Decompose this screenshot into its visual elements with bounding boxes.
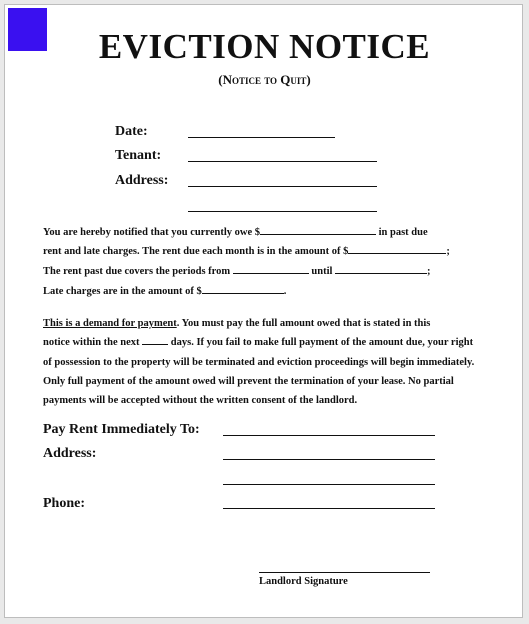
phone-blank-line[interactable] [223,508,435,509]
document-subtitle [5,72,524,88]
demand-line-3: of possession to the property will be terminated and eviction proceedings will begin immediately. [43,357,475,368]
period-from-blank[interactable] [233,273,309,274]
pay-address-blank-line-1[interactable] [223,459,435,460]
days-blank[interactable] [142,344,168,345]
demand-line-1 [43,318,430,329]
address-blank-line-1[interactable] [188,186,377,187]
late-charges-text: Late charges are in the amount of $ [43,286,202,297]
subtitle-text: (Notice to Quit) [218,72,311,87]
owed-blank[interactable] [260,234,376,235]
pay-address-label: Address: [43,446,97,461]
days-text: days. If you fail to make full payment of the amount due, your right [170,337,474,348]
address-blank-line-2[interactable] [188,211,377,212]
semicolon-2: ; [427,266,431,277]
pay-rent-label: Pay Rent Immediately To: [43,422,200,437]
period-text: The rent past due covers the periods from [43,266,231,277]
demand-line-4: Only full payment of the amount owed will prevent the termination of your lease. No partial [43,376,454,387]
semicolon: ; [446,246,450,257]
pay-to-blank-line[interactable] [223,435,435,436]
address-label: Address: [115,173,169,188]
monthly-rent-line [43,246,450,257]
owed-amount-line [43,227,428,238]
demand-heading: This is a demand for payment [43,318,177,329]
date-blank-line[interactable] [188,137,335,138]
monthly-rent-blank[interactable] [348,253,446,254]
late-charges-blank[interactable] [202,293,284,294]
past-due-text: in past due [378,227,428,238]
document-title: EVICTION NOTICE [98,27,431,66]
period-mark: . [283,286,287,297]
signature-blank-line[interactable] [259,572,430,573]
period-until-blank[interactable] [335,273,427,274]
demand-line-2 [43,337,473,348]
late-charges-line [43,286,286,297]
period-line [43,266,431,277]
demand-line-1-rest: . You must pay the full amount owed that is stated in this [176,318,431,329]
phone-label: Phone: [43,496,85,511]
pay-address-blank-line-2[interactable] [223,484,435,485]
tenant-label: Tenant: [115,148,162,163]
date-label: Date: [115,124,148,139]
monthly-rent-text: rent and late charges. The rent due each month is in the amount of $ [43,246,349,257]
within-text: notice within the next [43,337,140,348]
owed-text: You are hereby notified that you currently owe $ [43,227,260,238]
until-text: until [311,266,333,277]
document-page [4,4,523,618]
signature-label: Landlord Signature [259,576,348,587]
tenant-blank-line[interactable] [188,161,377,162]
demand-line-5: payments will be accepted without the written consent of the landlord. [43,395,358,406]
